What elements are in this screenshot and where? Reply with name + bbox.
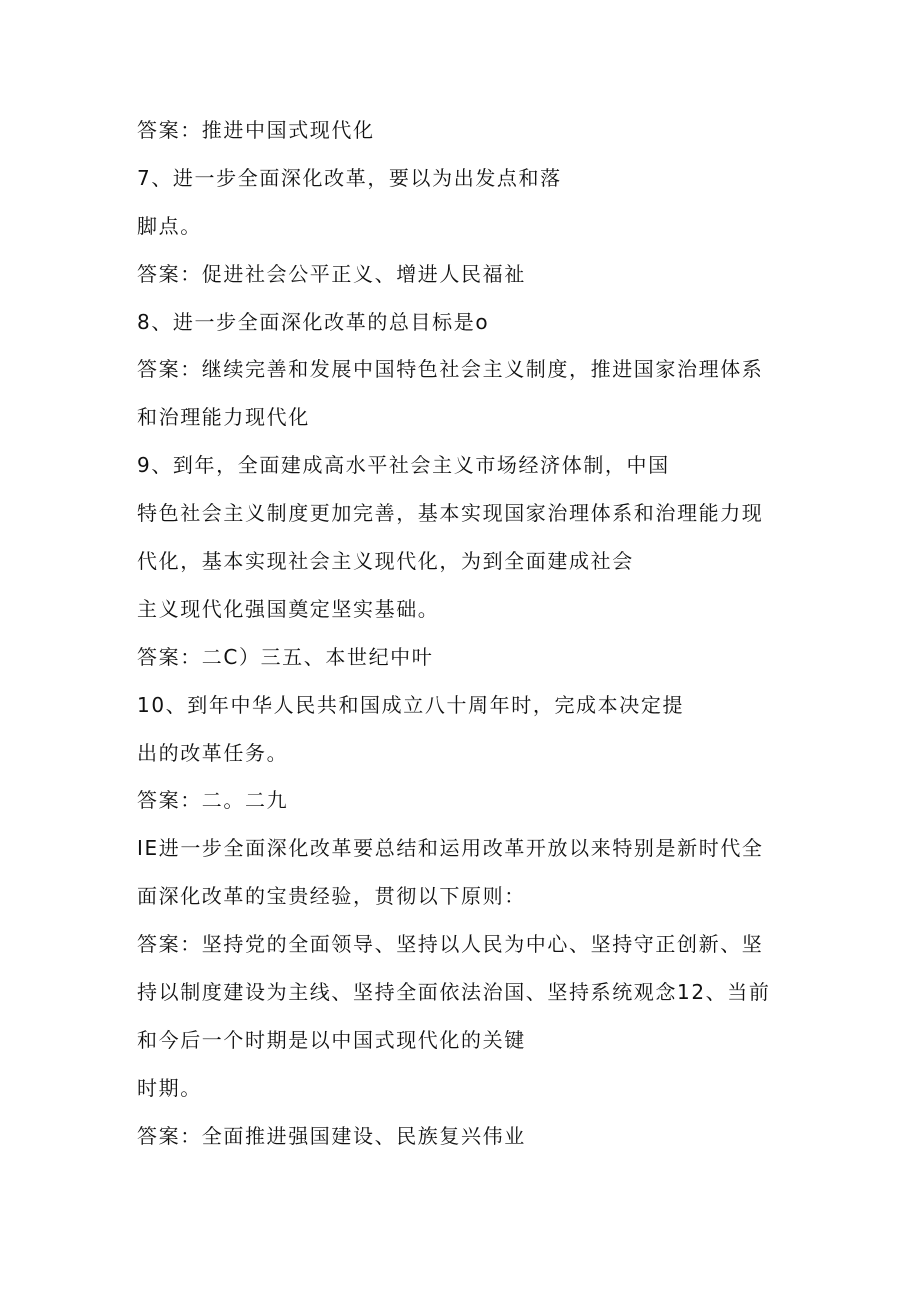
- question-9-line: 9、到年，全面建成高水平社会主义市场经济体制，中国: [137, 453, 670, 478]
- answer-10-line: 答案：二。二九: [137, 788, 289, 813]
- question-10-continuation: 出的改革任务。: [137, 740, 289, 765]
- answer-line: 答案：推进中国式现代化: [137, 118, 375, 142]
- question-11-line: IE进一步全面深化改革要总结和运用改革开放以来特别是新时代全: [137, 836, 764, 861]
- question-8-line: 8、进一步全面深化改革的总目标是o: [137, 309, 490, 334]
- question-11-continuation: 面深化改革的宝贵经验，贯彻以下原则：: [137, 884, 526, 909]
- answer-9-line: 答案：二C）三五、本世纪中叶: [137, 644, 434, 669]
- answer-7-line: 答案：促进社会公平正义、增进人民福祉: [137, 261, 526, 286]
- question-9-continuation: 代化，基本实现社会主义现代化，为到全面建成社会: [137, 549, 634, 574]
- answer-8-continuation: 和治理能力现代化: [137, 405, 310, 430]
- question-7-continuation: 脚点。: [137, 213, 202, 238]
- answer-11-continuation: 持以制度建设为主线、坚持全面依法治国、坚持系统观念12、当前: [137, 980, 771, 1005]
- question-9-continuation: 特色社会主义制度更加完善，基本实现国家治理体系和治理能力现: [137, 501, 764, 526]
- answer-12-line: 答案：全面推进强国建设、民族复兴伟业: [137, 1123, 526, 1148]
- question-12-continuation: 时期。: [137, 1075, 202, 1100]
- document-body: [137, 112, 777, 1166]
- question-7-line: 7、进一步全面深化改革，要以为出发点和落: [137, 165, 562, 190]
- answer-8-line: 答案：继续完善和发展中国特色社会主义制度，推进国家治理体系: [137, 357, 764, 382]
- question-9-continuation: 主义现代化强国奠定坚实基础。: [137, 596, 440, 621]
- question-10-line: 10、到年中华人民共和国成立八十周年时，完成本决定提: [137, 692, 685, 717]
- answer-11-line: 答案：坚持党的全面领导、坚持以人民为中心、坚持守正创新、坚: [137, 932, 764, 957]
- question-12-line: 和今后一个时期是以中国式现代化的关键: [137, 1027, 526, 1052]
